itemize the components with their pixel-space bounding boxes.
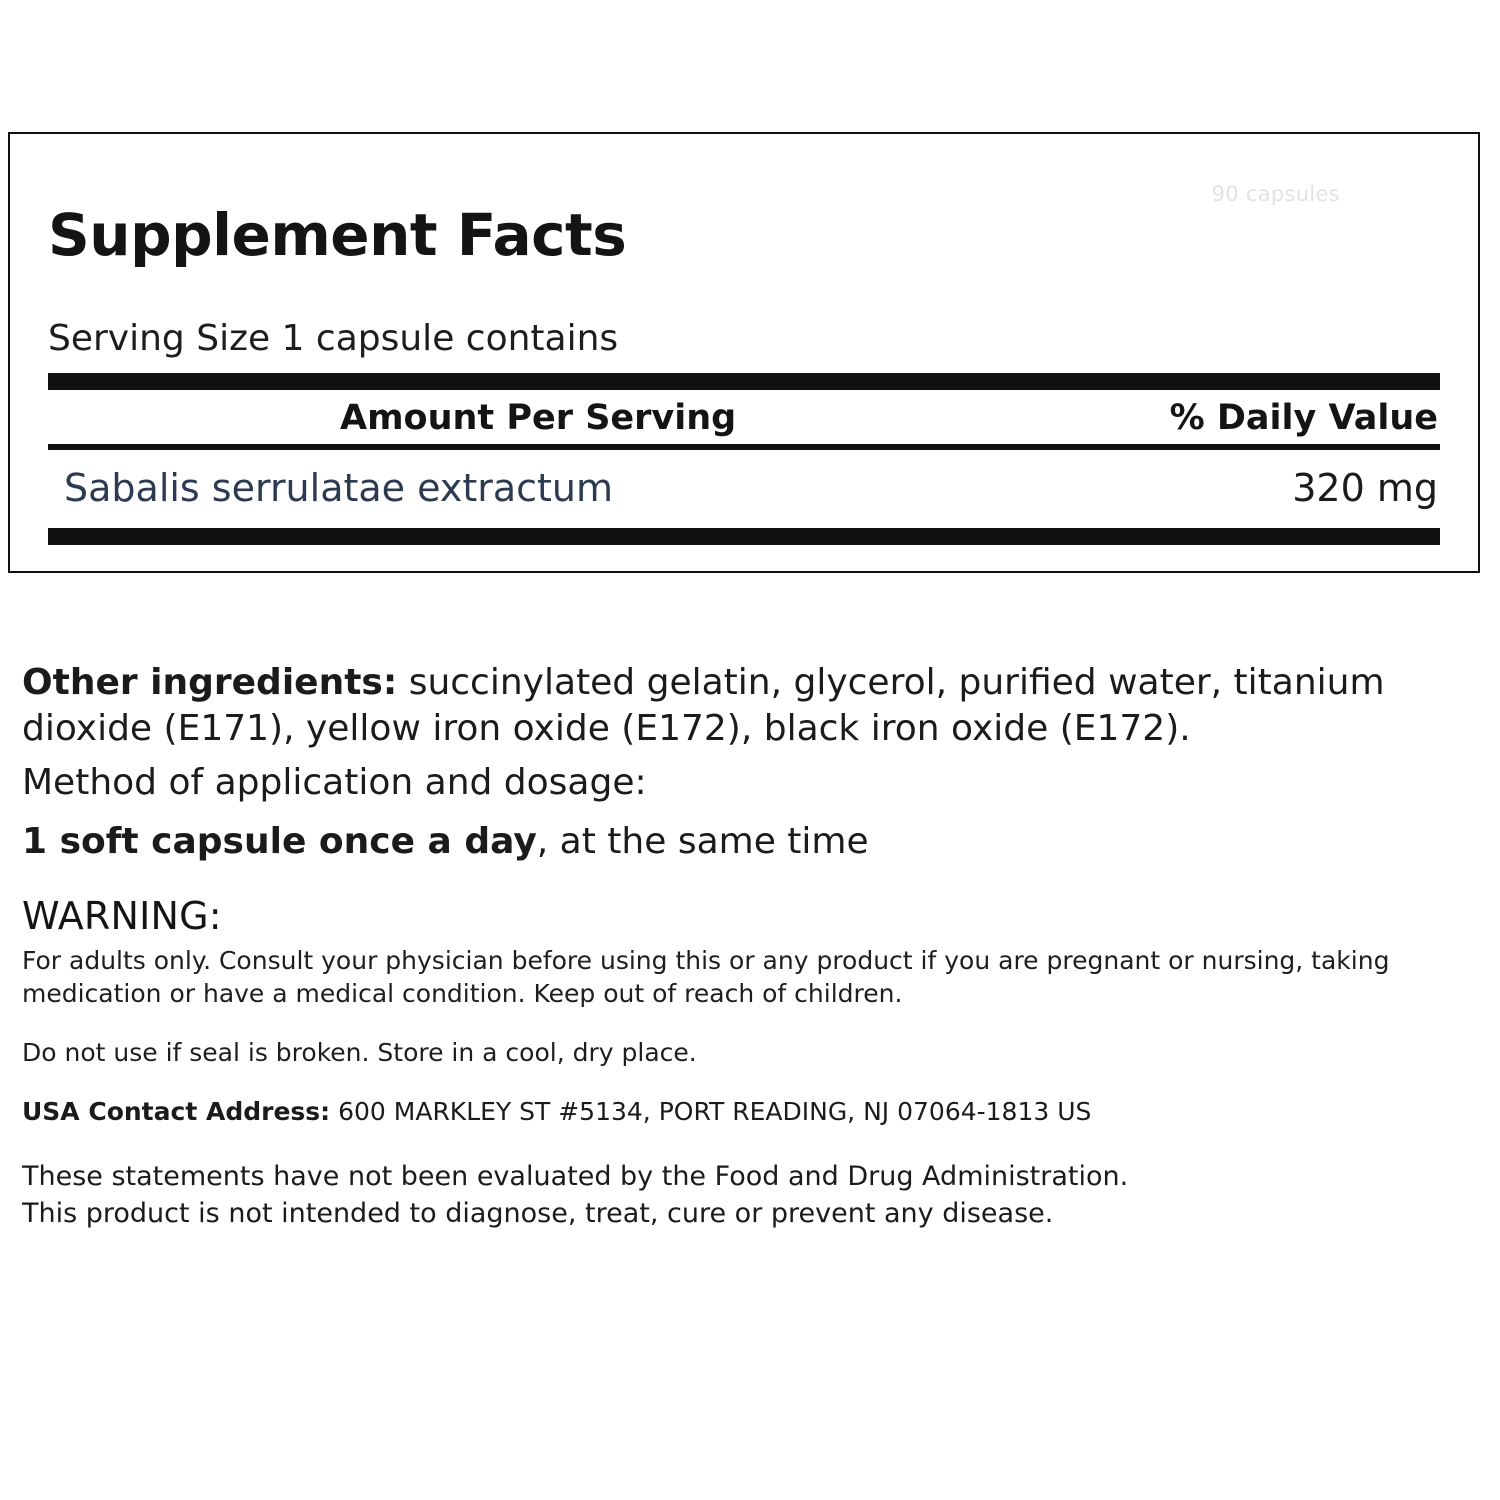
- warning-body: For adults only. Consult your physician before using this or any product if you are pregnant or nursing, taking medication or have a medical condition. Keep out of reach of children.: [22, 945, 1390, 1008]
- fda-disclaimer-line1: These statements have not been evaluated by the Food and Drug Administration.: [22, 1161, 1129, 1192]
- dose-rest: , at the same time: [536, 820, 869, 862]
- table-row: [48, 450, 1440, 528]
- nutrient-name: Sabalis serrulatae extractum: [64, 465, 614, 510]
- contact-address: [22, 1096, 1472, 1129]
- dose-strong: 1 soft capsule once a day: [22, 820, 537, 862]
- other-ingredients-text: succinylated gelatin, glycerol, purified water, titanium dioxide (E171), yellow iron oxide (E172), black iron oxide (E172).: [22, 662, 1385, 750]
- dose-line: [22, 819, 1472, 866]
- warning-heading: WARNING:: [22, 893, 222, 938]
- seal-storage-text: Do not use if seal is broken. Store in a cool, dry place.: [22, 1038, 697, 1068]
- contact-address-label: USA Contact Address:: [22, 1096, 331, 1126]
- table-header-row: [48, 390, 1440, 444]
- column-header-amount: Amount Per Serving: [340, 397, 737, 438]
- contact-address-value: 600 MARKLEY ST #5134, PORT READING, NJ 07064-1813 US: [330, 1096, 1092, 1126]
- method-heading: Method of application and dosage:: [22, 762, 647, 804]
- divider-thick-top: [48, 373, 1440, 390]
- page-title: Supplement Facts: [48, 201, 627, 269]
- nutrient-amount: 320 mg: [1292, 465, 1438, 510]
- capsule-count-watermark: 90 capsules: [1211, 182, 1340, 206]
- other-ingredients-label: Other ingredients:: [22, 662, 398, 703]
- serving-size-text: Serving Size 1 capsule contains: [48, 318, 619, 360]
- other-ingredients-paragraph: [22, 660, 1472, 752]
- column-header-daily-value: % Daily Value: [1169, 397, 1438, 438]
- label-body-copy: [22, 660, 1472, 1233]
- divider-thick-bottom: [48, 528, 1440, 545]
- fda-disclaimer: [22, 1158, 1472, 1233]
- fda-disclaimer-line2: This product is not intended to diagnose, treat, cure or prevent any disease.: [22, 1198, 1054, 1230]
